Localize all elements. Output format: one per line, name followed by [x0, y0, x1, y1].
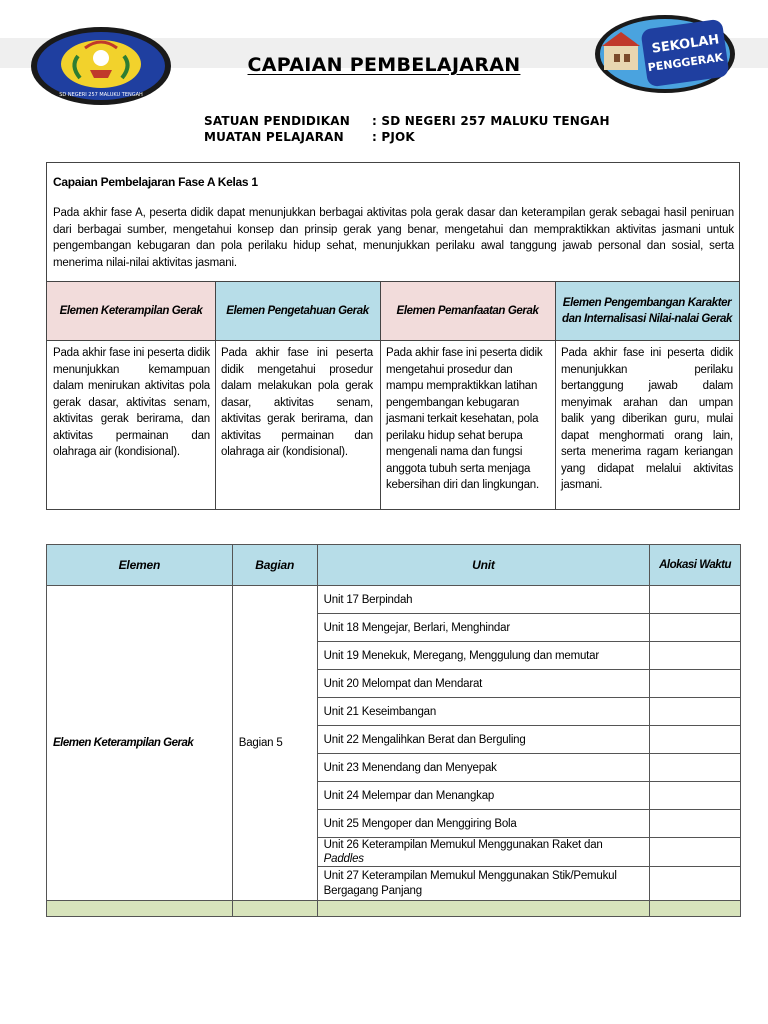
muatan-value: : PJOK [372, 130, 415, 144]
element-body-karakter: Pada akhir fase ini peserta didik menunjukkan perilaku bertanggung jawab dalam menyimak arahan dan umpan balik yang diberikan guru, mulai dapat menghormati orang lain, serta menerima ragam keriangan yang didapat melalui aktivitas jasmani. [561, 347, 733, 491]
unit-26-text: Unit 26 Keterampilan Memukul Menggunakan Raket dan [323, 839, 603, 851]
unit-cell: Unit 19 Menekuk, Meregang, Menggulung dan memutar [317, 642, 649, 670]
svg-text:PENGGERAK: PENGGERAK [647, 50, 724, 75]
unit-cell: Unit 22 Mengalihkan Berat dan Berguling [317, 726, 649, 754]
column-divider [555, 281, 556, 509]
capaian-box [46, 162, 740, 510]
footer-cell [232, 901, 317, 917]
unit-cell: Unit 20 Melompat dan Mendarat [317, 670, 649, 698]
unit-cell: Unit 17 Berpindah [317, 586, 649, 614]
element-header-keterampilan: Elemen Keterampilan Gerak [47, 281, 215, 341]
page-title: CAPAIAN PEMBELAJARAN [247, 54, 521, 76]
meta-satuan [204, 114, 610, 128]
units-table [46, 544, 741, 917]
header-elemen: Elemen [47, 545, 233, 586]
unit-cell: Unit 21 Keseimbangan [317, 698, 649, 726]
unit-cell: Unit 25 Mengoper dan Menggiring Bola [317, 810, 649, 838]
alokasi-cell [650, 867, 741, 901]
muatan-label: MUATAN PELAJARAN [204, 130, 344, 144]
element-header-karakter: Elemen Pengembangan Karakter dan Internalisasi Nilai-nalai Gerak [555, 281, 739, 341]
element-body-keterampilan: Pada akhir fase ini peserta didik menunjukkan kemampuan dalam menirukan aktivitas pola gerak dasar, aktivitas senam, aktivitas gerak berirama, dan aktivitas permainan dan olahraga air (kondisional). [53, 347, 210, 458]
svg-text:SEKOLAH: SEKOLAH [650, 32, 721, 57]
satuan-label: SATUAN PENDIDIKAN [204, 114, 350, 128]
element-header-pengetahuan: Elemen Pengetahuan Gerak [215, 281, 380, 341]
table-row [47, 586, 741, 614]
alokasi-cell [650, 698, 741, 726]
unit-cell [317, 838, 649, 867]
table-header-row [47, 545, 741, 586]
svg-text:SD NEGERI 257 MALUKU TENGAH: SD NEGERI 257 MALUKU TENGAH [59, 92, 143, 98]
element-header-pemanfaatan: Elemen Pemanfaatan Gerak [380, 281, 555, 341]
alokasi-cell [650, 754, 741, 782]
alokasi-cell [650, 838, 741, 867]
header-bagian: Bagian [232, 545, 317, 586]
element-body-pengetahuan: Pada akhir fase ini peserta didik mengetahui prosedur dalam melakukan pola gerak dasar, aktivitas senam, aktivitas gerak berirama, dan aktivitas permainan dan olahraga air (kondisional). [221, 347, 373, 458]
unit-cell: Unit 24 Melempar dan Menangkap [317, 782, 649, 810]
element-body-pemanfaatan: Pada akhir fase ini peserta didik mengetahui prosedur dan mampu mempraktikkan latihan pengembangan kebugaran jasmani terkait kesehatan, pola perilaku hidup sehat berupa mengenali nama dan fungsi anggota tubuh serta menjaga kebersihan diri dan lingkungan. [386, 347, 543, 491]
footer-cell [47, 901, 233, 917]
header-unit: Unit [317, 545, 649, 586]
unit-cell: Unit 23 Menendang dan Menyepak [317, 754, 649, 782]
meta-muatan [204, 130, 415, 144]
unit-26-italic: Paddles [323, 853, 364, 865]
unit-cell: Unit 27 Keterampilan Memukul Menggunakan Stik/Pemukul Bergagang Panjang [317, 867, 649, 901]
footer-cell [317, 901, 649, 917]
alokasi-cell [650, 782, 741, 810]
alokasi-cell [650, 642, 741, 670]
column-divider [380, 281, 381, 509]
alokasi-cell [650, 726, 741, 754]
alokasi-cell [650, 614, 741, 642]
bagian-cell: Bagian 5 [232, 586, 317, 901]
alokasi-cell [650, 810, 741, 838]
column-divider [215, 281, 216, 509]
capaian-paragraph: Pada akhir fase A, peserta didik dapat menunjukkan berbagai aktivitas pola gerak dasar dan keterampilan gerak sebagai hasil peniruan dari berbagai sumber, mengetahui konsep dan prinsip gerak yang benar, mengetahui dan mempraktikkan aktivitas jasmani untuk pengembangan kebugaran dan pola perilaku hidup sehat, menunjukkan perilaku awal tanggung jawab personal dan sosial, serta menerima nilai-nilai aktivitas jasmani. [53, 207, 734, 269]
header-alokasi: Alokasi Waktu [650, 545, 741, 586]
elemen-cell: Elemen Keterampilan Gerak [47, 586, 233, 901]
satuan-value: : SD NEGERI 257 MALUKU TENGAH [372, 114, 610, 128]
capaian-heading: Capaian Pembelajaran Fase A Kelas 1 [53, 175, 258, 189]
alokasi-cell [650, 586, 741, 614]
unit-cell: Unit 18 Mengejar, Berlari, Menghindar [317, 614, 649, 642]
footer-cell [650, 901, 741, 917]
alokasi-cell [650, 670, 741, 698]
table-footer-row [47, 901, 741, 917]
